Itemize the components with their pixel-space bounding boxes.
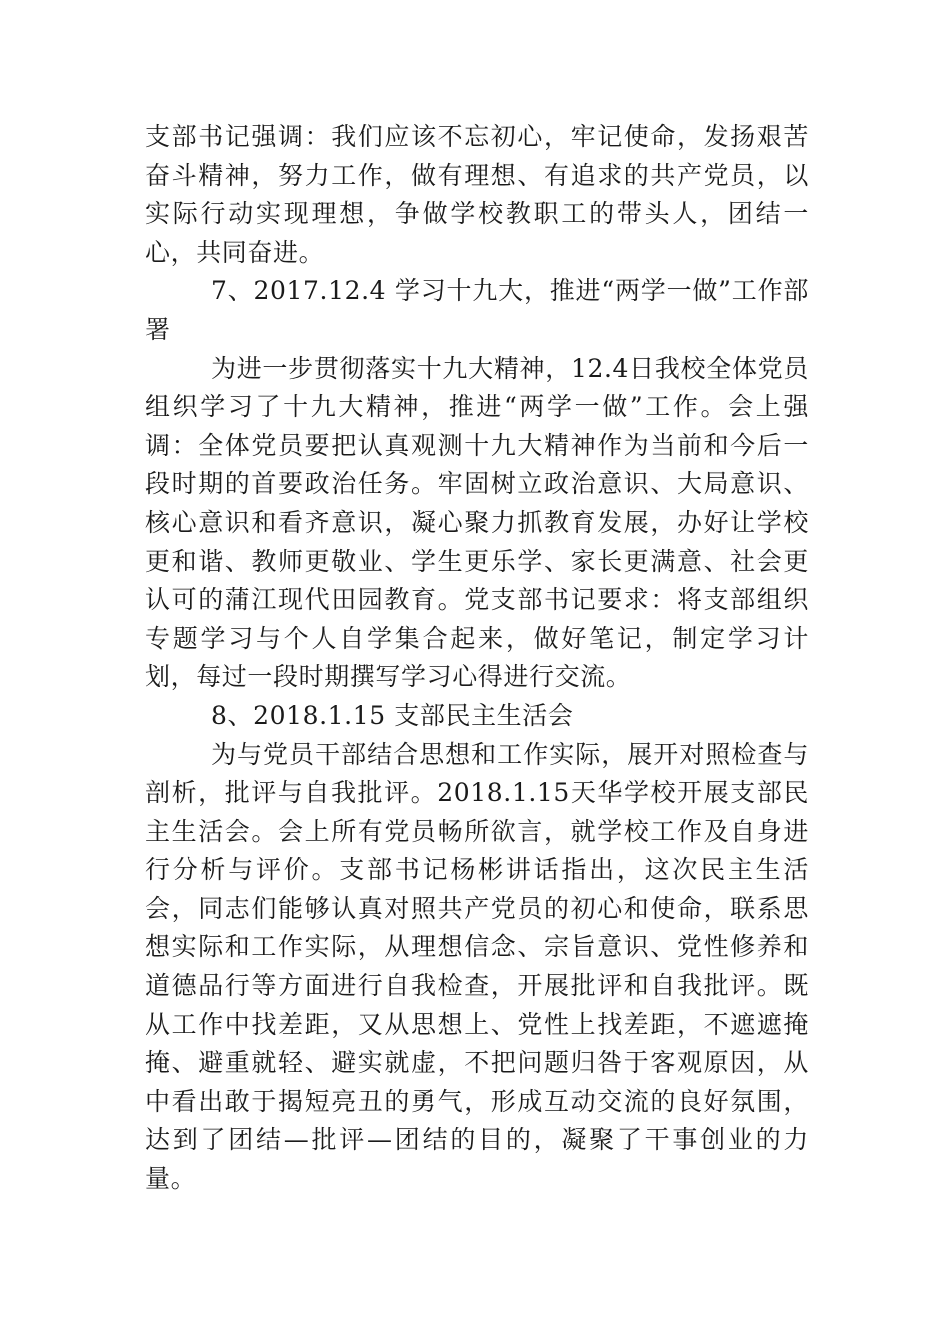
document-body <box>145 118 809 1199</box>
section-heading-8: 8、2018.1.15 支部民主生活会 <box>211 700 574 730</box>
paragraph-nineteenth-congress-study: 为进一步贯彻落实十九大精神，12.4日我校全体党员组织学习了十九大精神，推进“两学一做”工作。会上强调：全体党员要把认真观测十九大精神作为当前和今后一段时期的首要政治任务。牢固树立政治意识、大局意识、核心意识和看齐意识，凝心聚力抓教育发展，办好让学校更和谐、教师更敬业、学生更乐学、家长更满意、社会更认可的蒲江现代田园教育。党支部书记要求：将支部组织专题学习与个人自学集合起来，做好笔记，制定学习计划，每过一段时期撰写学习心得进行交流。 <box>145 353 809 692</box>
paragraph-party-secretary-emphasis: 支部书记强调：我们应该不忘初心，牢记使命，发扬艰苦奋斗精神，努力工作，做有理想、有追求的共产党员，以实际行动实现理想，争做学校教职工的带头人，团结一心，共同奋进。 <box>145 122 809 267</box>
paragraph-democratic-life-meeting: 为与党员干部结合思想和工作实际，展开对照检查与剖析，批评与自我批评。2018.1.15天华学校开展支部民主生活会。会上所有党员畅所欲言，就学校工作及自身进行分析与评价。支部书记杨彬讲话指出，这次民主生活会，同志们能够认真对照共产党员的初心和使命，联系思想实际和工作实际，从理想信念、宗旨意识、党性修养和道德品行等方面进行自我检查，开展批评和自我批评。既从工作中找差距，又从思想上、党性上找差距，不遮遮掩掩、避重就轻、避实就虚，不把问题归咎于客观原因，从中看出敢于揭短亮丑的勇气，形成互动交流的良好氛围，达到了团结—批评—团结的目的，凝聚了干事创业的力量。 <box>145 739 809 1194</box>
section-heading-7: 7、2017.12.4 学习十九大，推进“两学一做”工作部署 <box>145 276 809 344</box>
